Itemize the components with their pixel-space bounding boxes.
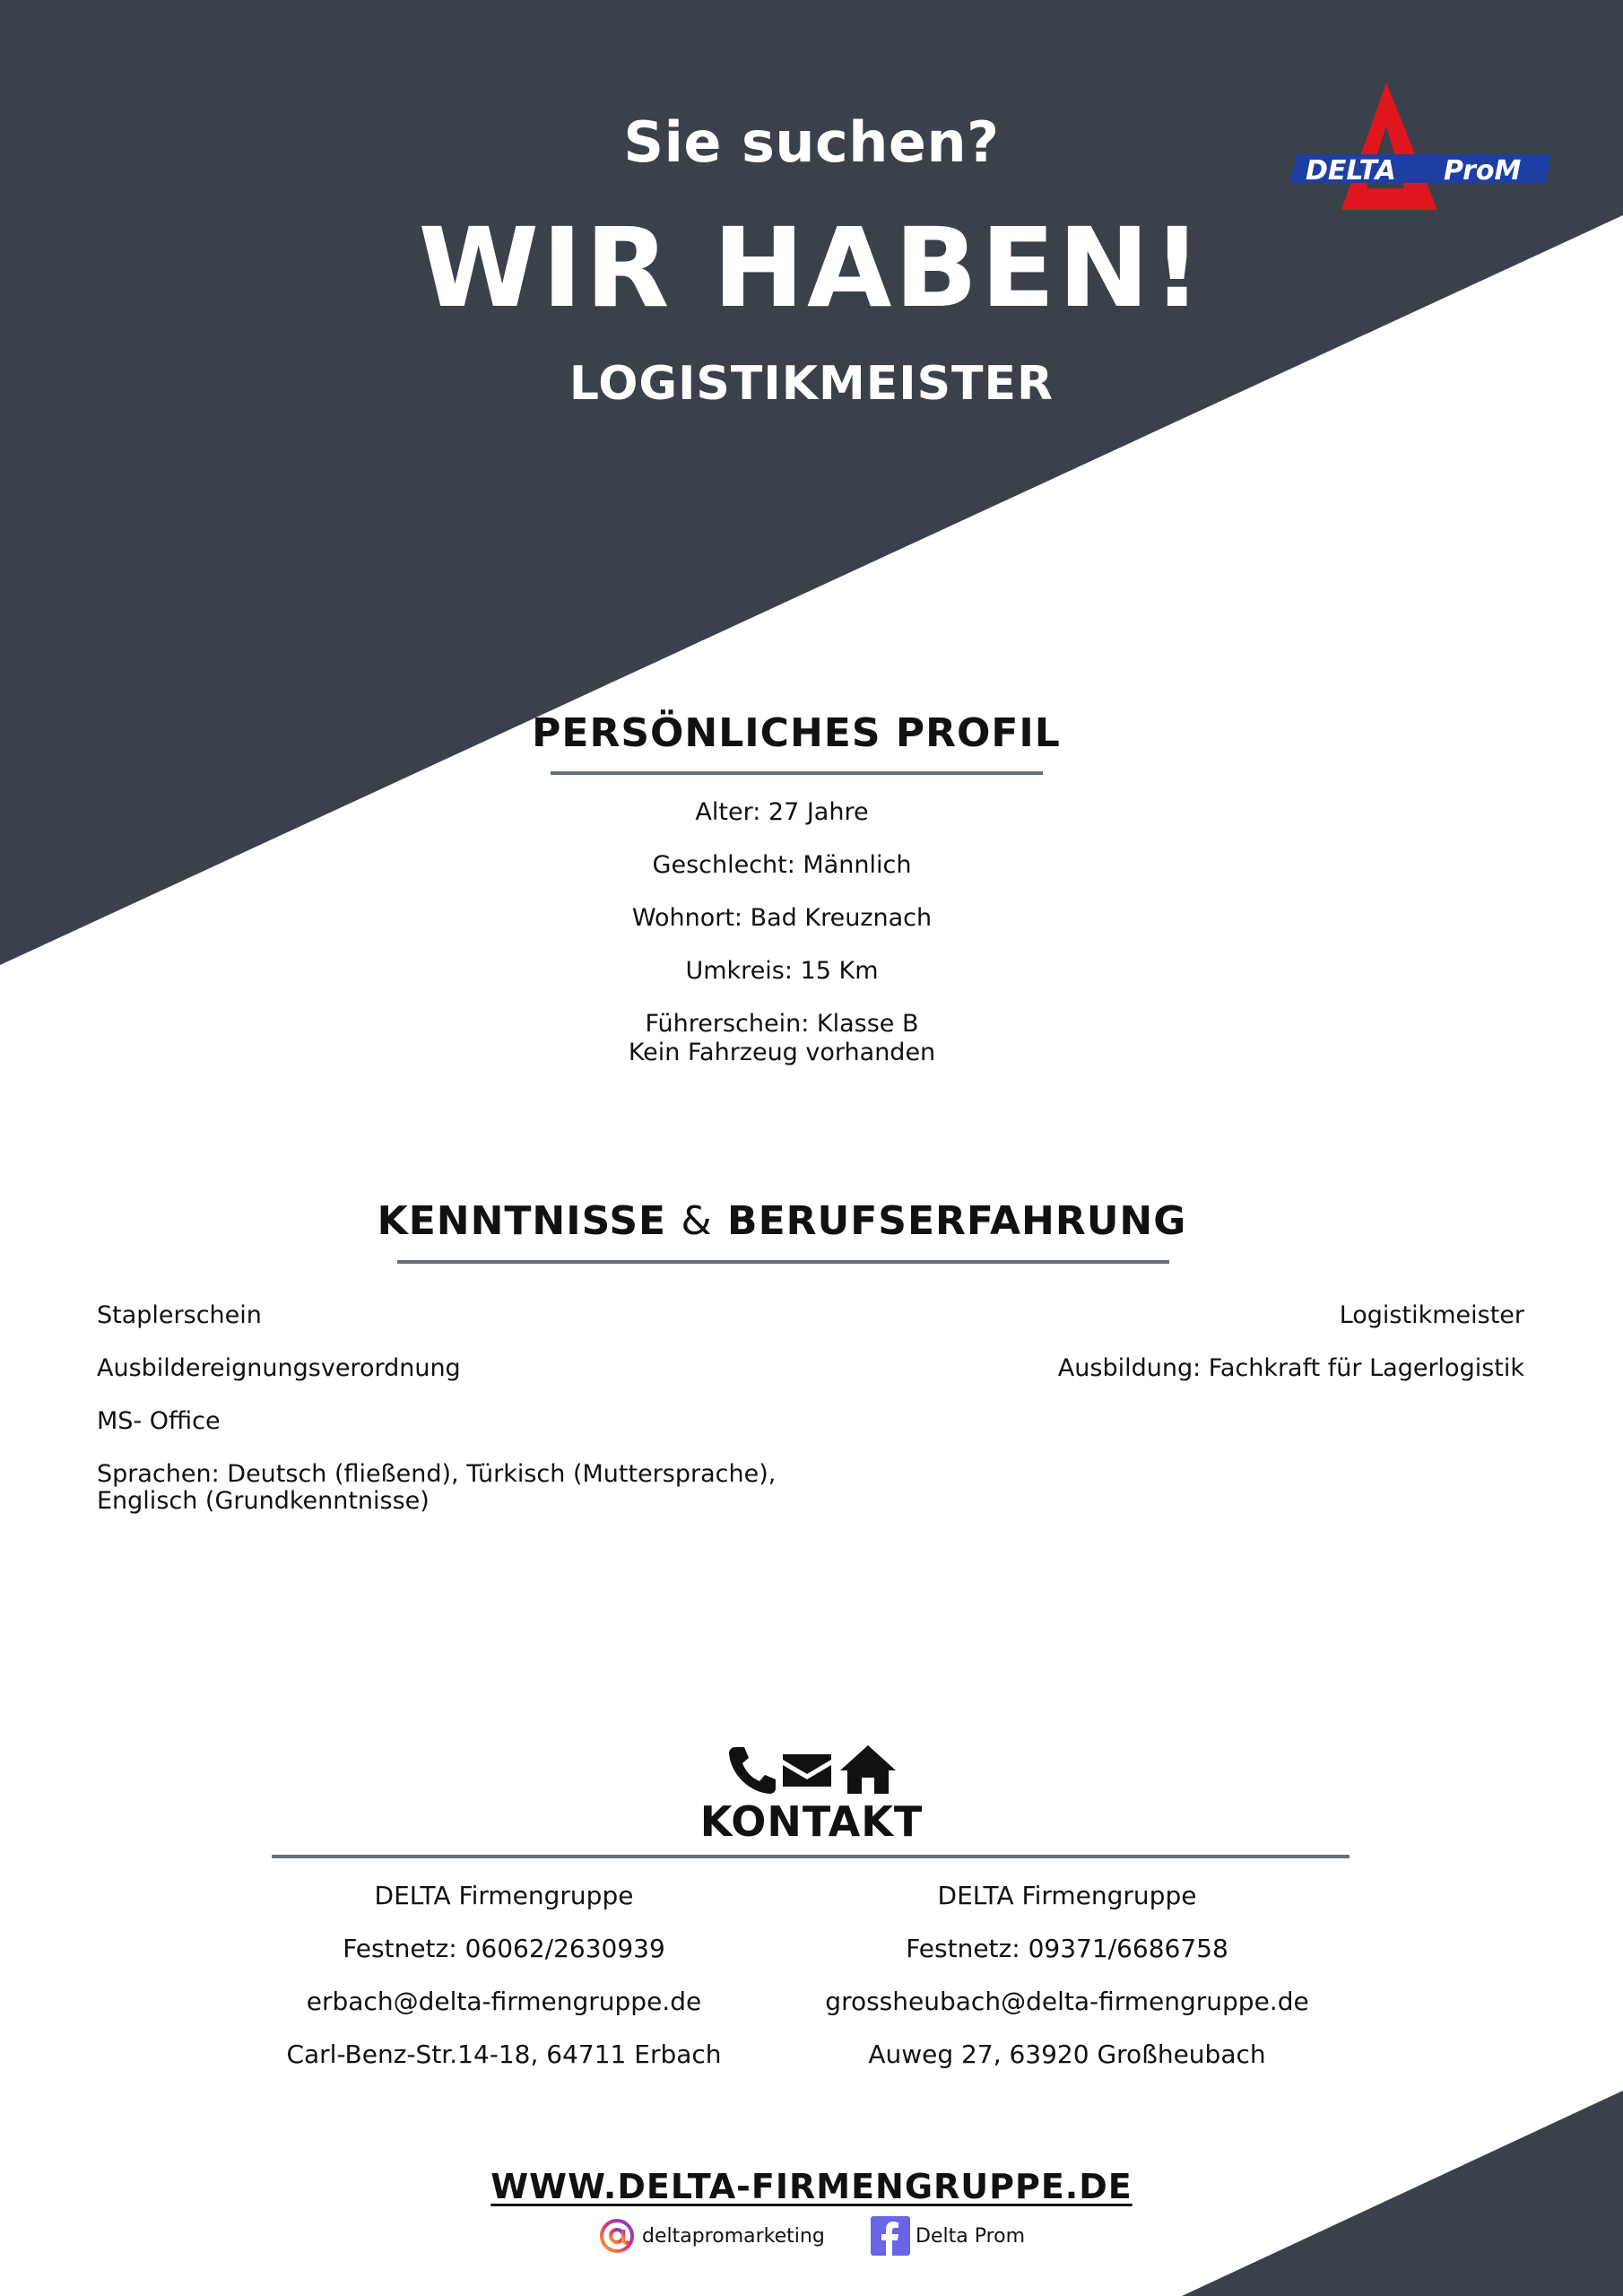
instagram-at-icon (597, 2216, 637, 2256)
skill-item-languages-continued: Englisch (Grundkenntnisse) (97, 1487, 430, 1515)
experience-item: Ausbildung: Fachkraft für Lagerlogistik (1057, 1354, 1524, 1382)
delta-prom-logo (1289, 83, 1551, 210)
contact-phone: Festnetz: 09371/6686758 (906, 1934, 1228, 1963)
website-link[interactable]: WWW.DELTA-FIRMENGRUPPE.DE (490, 2167, 1133, 2206)
profile-age: Alter: 27 Jahre (695, 798, 869, 826)
skills-heading (0, 1198, 1564, 1244)
contact-icons (727, 1744, 903, 1796)
house-icon (838, 1744, 898, 1796)
profile-vehicle: Kein Fahrzeug vorhanden (628, 1039, 936, 1066)
instagram-link[interactable] (597, 2215, 825, 2257)
contact-divider (272, 1855, 1350, 1858)
contact-email[interactable]: erbach@delta-firmengruppe.de (306, 1987, 702, 2016)
profile-radius: Umkreis: 15 Km (685, 957, 879, 985)
skills-heading-part2: BERUFSERFAHRUNG (727, 1198, 1187, 1244)
skills-divider (397, 1260, 1169, 1264)
skills-list (97, 1302, 868, 1515)
logo-text-prom: ProM (1444, 155, 1522, 187)
profile-license: Führerschein: Klasse B (645, 1010, 919, 1038)
contact-company: DELTA Firmengruppe (937, 1881, 1197, 1910)
hero-kicker: Sie suchen? (623, 109, 1000, 175)
skill-item-languages: Sprachen: Deutsch (fließend), Türkisch (Muttersprache), (97, 1460, 777, 1488)
skills-heading-part1: KENNTNISSE (377, 1198, 667, 1244)
profile-details (0, 798, 1564, 1067)
instagram-handle: deltapromarketing (642, 2224, 825, 2248)
facebook-icon (871, 2216, 910, 2256)
hero-position: LOGISTIKMEISTER (568, 357, 1055, 411)
contact-address: Auweg 27, 63920 Großheubach (868, 2039, 1266, 2069)
skill-item: Staplerschein (97, 1301, 262, 1329)
experience-item: Logistikmeister (1339, 1301, 1524, 1329)
phone-icon (727, 1744, 779, 1796)
profile-residence: Wohnort: Bad Kreuznach (631, 904, 933, 932)
skills-heading-ampersand: & (681, 1198, 713, 1244)
experience-list (843, 1302, 1524, 1408)
skill-item: Ausbildereignungsverordnung (97, 1354, 461, 1382)
hero-title: WIR HABEN! (418, 204, 1205, 332)
contact-company: DELTA Firmengruppe (374, 1881, 634, 1910)
contact-erbach (226, 1882, 782, 2093)
envelope-icon (779, 1744, 835, 1796)
logo-text-delta: DELTA (1306, 155, 1396, 187)
profile-gender: Geschlecht: Männlich (652, 851, 912, 879)
contact-email[interactable]: grossheubach@delta-firmengruppe.de (825, 1987, 1309, 2016)
profile-heading: PERSÖNLICHES PROFIL (532, 710, 1061, 756)
profile-divider (551, 771, 1043, 775)
contact-grossheubach (789, 1882, 1345, 2093)
skill-item: MS- Office (97, 1407, 221, 1435)
contact-phone: Festnetz: 06062/2630939 (343, 1934, 665, 1963)
contact-address: Carl-Benz-Str.14-18, 64711 Erbach (286, 2039, 722, 2069)
contact-heading: KONTAKT (699, 1797, 924, 1846)
facebook-name: Delta Prom (916, 2224, 1026, 2248)
facebook-link[interactable] (871, 2215, 1025, 2257)
